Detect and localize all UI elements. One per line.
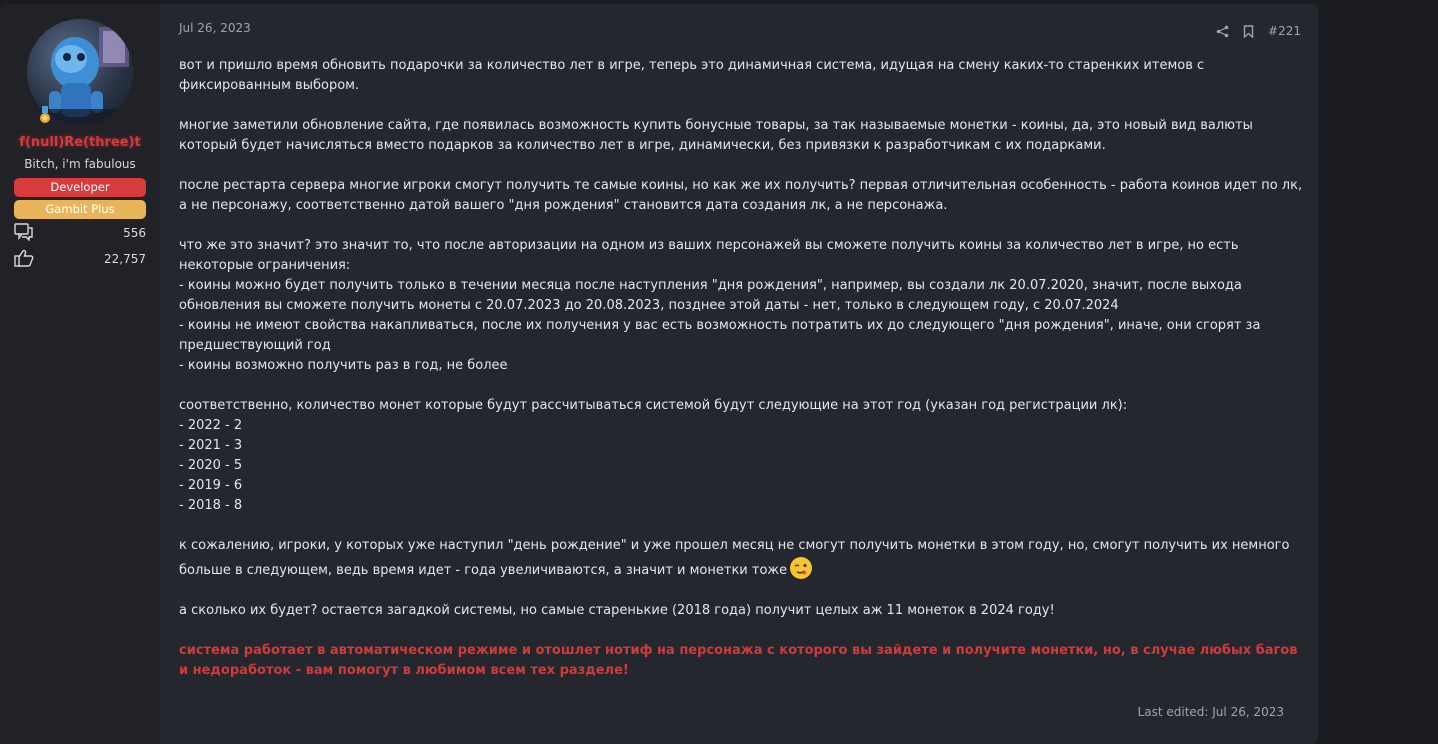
list-item: - 2018 - 8 (179, 498, 243, 513)
list-item: - коины возможно получить раз в год, не более (179, 358, 508, 373)
post-body (179, 56, 1309, 681)
reactions-count: 22,757 (104, 252, 146, 266)
paragraph: после рестарта сервера многие игроки смогут получить те самые коины, но как же их получить? первая отличительная особенность - работа коинов идет по лк, а не персонажу, соответственно датой вашего "дня рождения" становится дата создания лк, а не персонажа. (179, 178, 1303, 213)
paragraph: а сколько их будет? остается загадкой системы, но самые старенькие (2018 года) получит целых аж 11 монеток в 2024 году! (179, 603, 1055, 618)
list-item: - 2022 - 2 (179, 418, 243, 433)
post-container (0, 4, 1318, 744)
paragraph: что же это значит? это значит то, что после авторизации на одном из ваших персонажей вы сможете получить коины за количество лет в игре, но есть некоторые ограничения: (179, 238, 1239, 273)
banner-gambit-plus: Gambit Plus (14, 200, 146, 219)
wink-emoji-icon (789, 556, 813, 580)
messages-count: 556 (123, 226, 146, 240)
speech-bubbles-icon (14, 223, 34, 241)
highlighted-paragraph: система работает в автоматическом режиме и отошлет нотиф на персонажа с которого вы зайдете и получите монетки, но, в случае любых багов и недоработок - вам помогут в любимом всем тех разделе! (179, 643, 1298, 678)
list-item: - коины можно будет получить только в течении месяца после наступления "дня рождения", например, вы создали лк 20.07.2020, значит, после выхода обновления вы сможете получить монеты с 20.07.2023 до 20.08.2023, позднее этой даты - нет, только в следующем году, с 20.07.2024 (179, 278, 1242, 313)
post-number-link[interactable]: #221 (1268, 24, 1301, 38)
banner-developer: Developer (14, 178, 146, 197)
post-actions (1216, 22, 1301, 40)
share-icon (1216, 25, 1229, 38)
list-item: - 2021 - 3 (179, 438, 243, 453)
medal-icon (38, 106, 52, 124)
share-button[interactable] (1216, 25, 1229, 38)
paragraph: соответственно, количество монет которые будут рассчитываться системой будут следующие на этот год (указан год регистрации лк): (179, 398, 1128, 413)
user-title: Bitch, i'm fabulous (24, 157, 136, 171)
paragraph: многие заметили обновление сайта, где появилась возможность купить бонусные товары, за так называемые монетки - коины, да, это новый вид валюты который будет начисляться вместо подарков за количество лет в игре, динамически, без привязки к разработчикам с их подарками. (179, 118, 1253, 153)
list-item: - коины не имеют свойства накапливаться, после их получения у вас есть возможность потратить их до следующего "дня рождения", иначе, они сгорят за предшествующий год (179, 318, 1261, 353)
username[interactable]: f(null)Re(three)t (19, 135, 141, 150)
paragraph (179, 536, 1309, 581)
thumbs-up-icon (14, 249, 34, 267)
last-edited: Last edited: Jul 26, 2023 (1137, 705, 1284, 719)
paragraph: вот и пришло время обновить подарочки за количество лет в игре, теперь это динамичная система, идущая на смену каких-то старенких итемов с фиксированным выбором. (179, 58, 1205, 93)
list-item: - 2020 - 5 (179, 458, 243, 473)
stat-messages (14, 223, 146, 243)
list-item: - 2019 - 6 (179, 478, 243, 493)
paragraph-text: к сожалению, игроки, у которых уже наступил "день рождение" и уже прошел месяц не смогут получить монетки в этом году, но, смогут получить их немного больше в следующем, ведь время идет - года увеличиваются, а значит и монетки тоже (179, 538, 1290, 578)
stat-reactions (14, 249, 146, 269)
bookmark-button[interactable] (1243, 25, 1254, 38)
user-info-column (0, 4, 160, 744)
bookmark-icon (1243, 25, 1254, 38)
post-date[interactable]: Jul 26, 2023 (179, 21, 251, 35)
